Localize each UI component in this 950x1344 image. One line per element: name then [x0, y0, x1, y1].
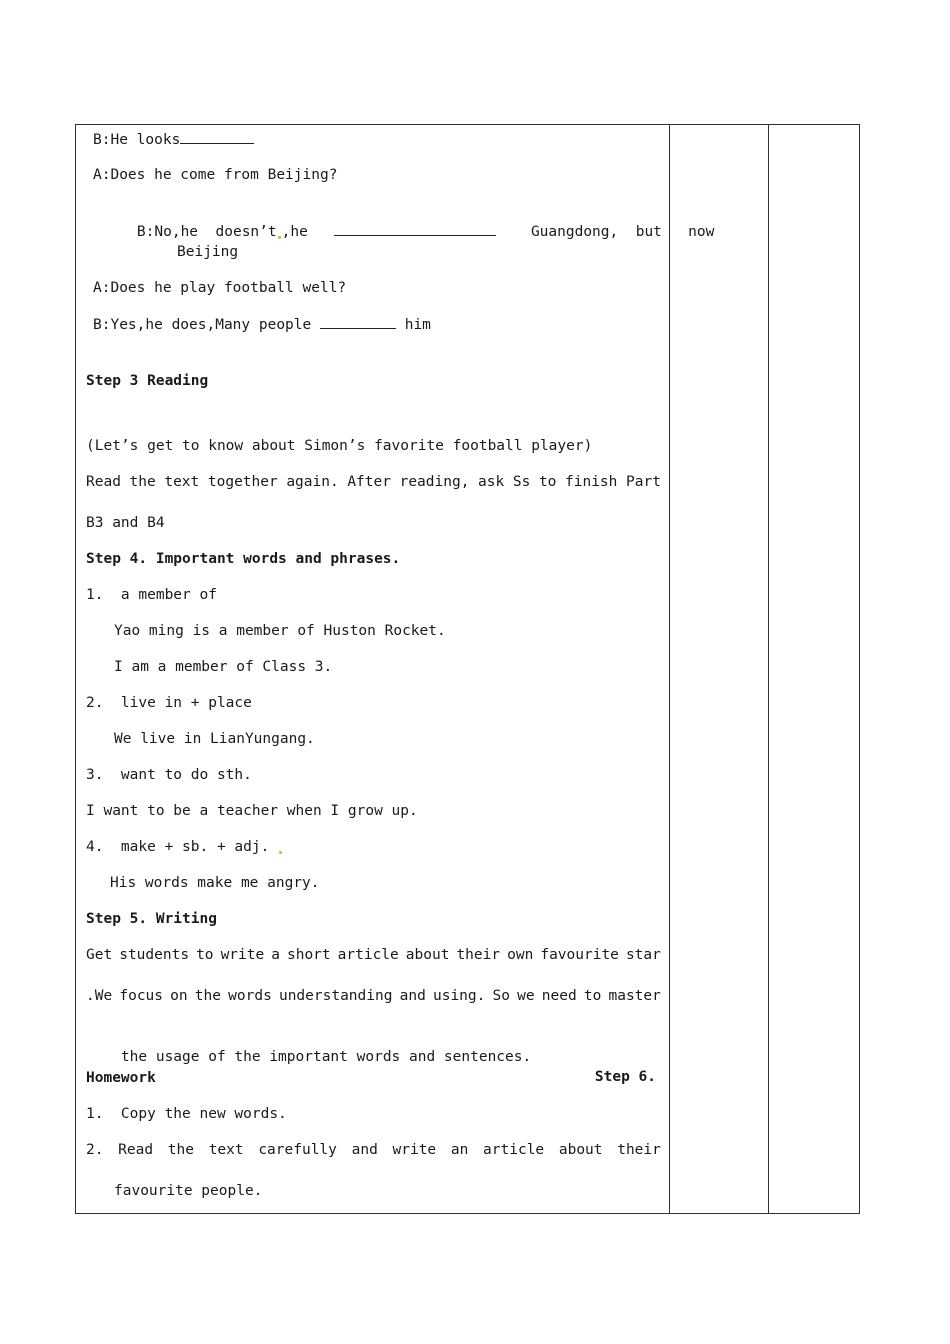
- dialogue-line: Beijing: [177, 244, 239, 260]
- body-text: [86, 472, 661, 492]
- word: their: [456, 947, 501, 963]
- step-heading: Step 6.: [594, 1069, 656, 1085]
- word: about: [558, 1142, 603, 1158]
- body-text: B3 and B4: [86, 515, 165, 531]
- word: focus: [119, 988, 164, 1004]
- example-sentence: I want to be a teacher when I grow up.: [86, 803, 418, 819]
- word: and: [399, 988, 426, 1004]
- word: an: [450, 1142, 469, 1158]
- word: reading,: [399, 474, 470, 490]
- homework-item: 1. Copy the new words.: [86, 1106, 287, 1122]
- word: words: [228, 988, 272, 1004]
- word: understanding: [278, 988, 393, 1004]
- word: Read: [86, 474, 121, 490]
- homework-item: favourite people.: [114, 1183, 263, 1199]
- body-text: [86, 986, 661, 1006]
- word: on: [170, 988, 188, 1004]
- word: and: [351, 1142, 378, 1158]
- dialogue-line: B:No,he doesn’t ,he Guangdong, but now: [102, 201, 661, 262]
- word: again.: [286, 474, 339, 490]
- phrase-item: 3. want to do sth.: [86, 767, 252, 783]
- dialogue-line: A:Does he play football well?: [93, 280, 347, 296]
- example-sentence: Yao ming is a member of Huston Rocket.: [114, 623, 446, 639]
- word: using.: [432, 988, 486, 1004]
- word: Part: [626, 474, 661, 490]
- word: carefully: [258, 1142, 337, 1158]
- word: students: [119, 947, 190, 963]
- word: together: [207, 474, 278, 490]
- dialogue-line: B:He looks: [93, 129, 668, 150]
- word: Read: [118, 1142, 154, 1158]
- word: favourite: [540, 947, 619, 963]
- dialogue-line: B:Yes,he does,Many people him: [93, 314, 668, 335]
- word: Ss: [512, 474, 531, 490]
- word: a: [271, 947, 280, 963]
- word: write: [220, 947, 265, 963]
- word: Get: [86, 947, 113, 963]
- word: 2.: [86, 1142, 104, 1158]
- phrase-item: 4. make + sb. + adj.: [86, 837, 661, 857]
- word: to: [583, 988, 602, 1004]
- word: text: [208, 1142, 244, 1158]
- step-heading: Step 4. Important words and phrases.: [86, 551, 401, 567]
- word: ask: [478, 474, 505, 490]
- word: to: [538, 474, 557, 490]
- word: short: [286, 947, 331, 963]
- word: text: [164, 474, 200, 490]
- word: write: [392, 1142, 437, 1158]
- step-heading: Homework: [86, 1070, 156, 1086]
- example-sentence: His words make me angry.: [110, 875, 320, 891]
- step-heading: Step 3 Reading: [86, 373, 209, 389]
- word: the: [194, 988, 221, 1004]
- word: After: [347, 474, 391, 490]
- word: their: [617, 1142, 661, 1158]
- word: master: [608, 988, 661, 1004]
- word: the: [167, 1142, 194, 1158]
- word: article: [483, 1142, 545, 1158]
- word: about: [405, 947, 450, 963]
- word: own: [507, 947, 534, 963]
- word: to: [196, 947, 214, 963]
- example-sentence: I am a member of Class 3.: [114, 659, 333, 675]
- example-sentence: We live in LianYungang.: [114, 731, 315, 747]
- step-heading: Step 5. Writing: [86, 911, 217, 927]
- lesson-plan-table: [75, 124, 860, 1214]
- phrase-item: 2. live in + place: [86, 695, 252, 711]
- word: So: [492, 988, 510, 1004]
- body-text: the usage of the important words and sentences. Step 6.: [120, 1049, 656, 1085]
- word: finish: [565, 474, 618, 490]
- word: star: [625, 947, 661, 963]
- word: .We: [86, 988, 113, 1004]
- word: article: [337, 947, 399, 963]
- phrase-item: 1. a member of: [86, 587, 217, 603]
- word: the: [129, 474, 156, 490]
- body-text: [86, 945, 661, 965]
- body-text: (Let’s get to know about Simon’s favorite football player): [86, 438, 593, 454]
- homework-item: [86, 1140, 661, 1160]
- column-divider: [768, 125, 769, 1213]
- word: need: [541, 988, 577, 1004]
- word: we: [517, 988, 535, 1004]
- dialogue-line: A:Does he come from Beijing?: [93, 167, 338, 183]
